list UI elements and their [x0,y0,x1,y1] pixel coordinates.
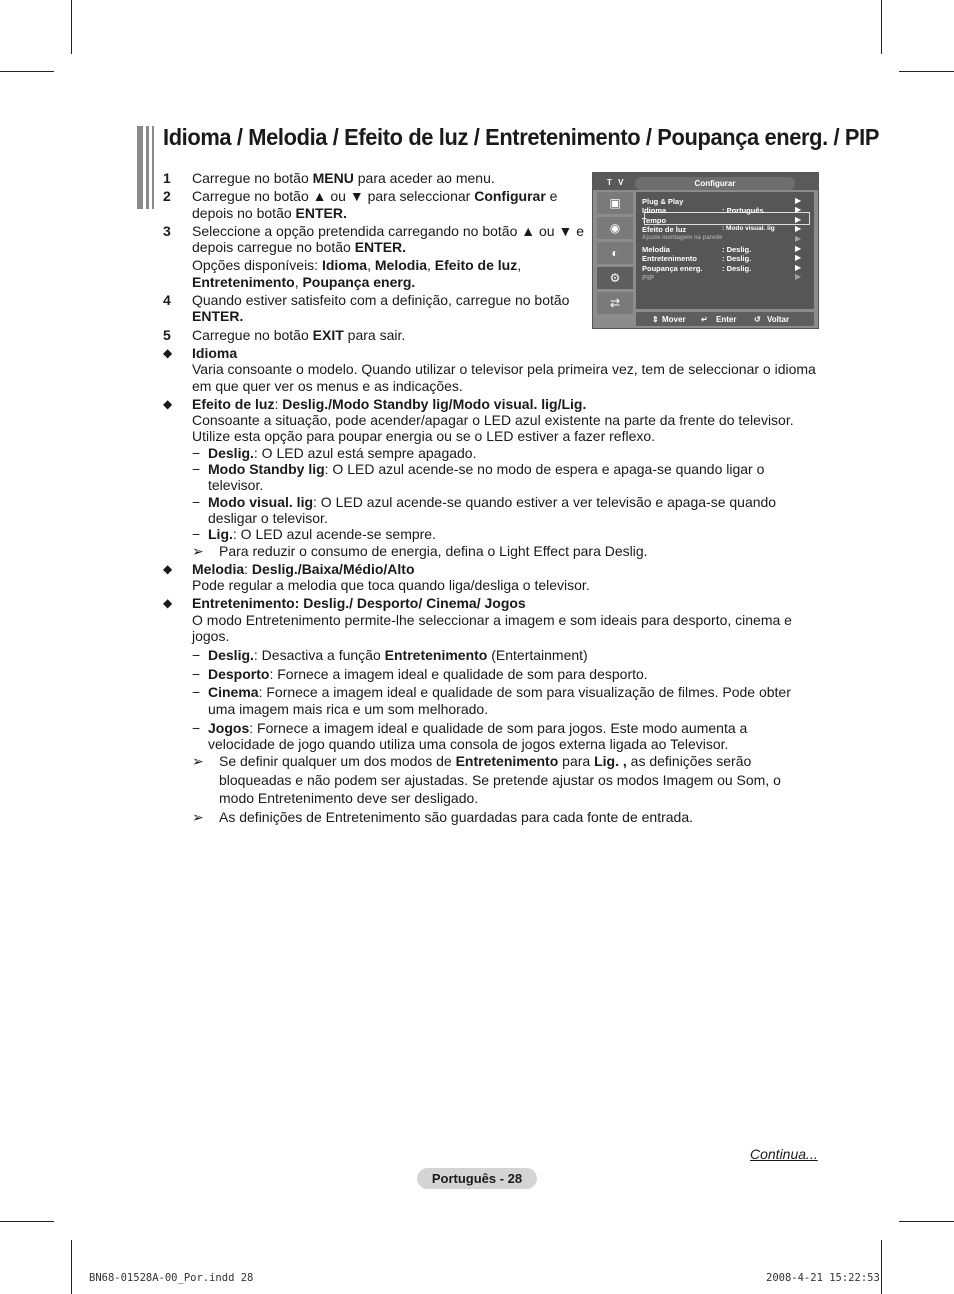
text-run: : Fornece a imagem ideal e qualidade de som para jogos. Este modo aumenta a velocidade de jogo quando utiliza uma consola de jogos externa ligada ao Televisor. [208,719,748,752]
note [163,543,818,559]
tv-menu-item [642,264,752,273]
text-run: : O LED azul acende-se no modo de espera e apaga-se quando ligar o televisor. [208,461,765,494]
text-run: Deslig./Modo Standby lig/Modo visual. lig/Lig. [282,395,587,412]
text-run: Deslig. [208,444,254,461]
diamond-bullet-icon: ◆ [163,396,173,411]
text-run: : O LED azul acende-se quando estiver a ver televisão e apaga-se quando desligar o televisor. [208,493,777,526]
sub-item-text [208,461,818,494]
text-run: : O LED azul acende-se sempre. [232,526,436,543]
crop-mark [899,71,954,72]
input-icon: ⇄ [597,292,633,314]
sub-item-text [208,445,818,461]
text-run: Lig. , [594,753,627,770]
dash-bullet: − [192,444,201,461]
note-text [219,752,818,808]
text-run: : O LED azul está sempre apagado. [253,444,477,461]
step-number: 4 [163,292,171,309]
sub-item [163,494,818,527]
step-text [192,188,597,221]
note-text [219,808,818,827]
step-text [192,170,597,186]
tv-menu-item-value: : Modo visual. lig [722,225,775,232]
continue-note: Continua... [750,1146,818,1162]
tv-menu-item [642,254,752,263]
sub-item [163,720,818,753]
text-run: Cinema [208,684,259,701]
move-label: Mover [662,315,686,324]
diamond-bullet-icon: ◆ [163,596,173,611]
text-run: Quando estiver satisfeito com a definição, carregue no botão [192,292,570,309]
section-body: O modo Entretenimento permite-lhe seleccionar a imagem e som ideais para desporto, cinema e jogos. [192,611,792,645]
tv-menu-screenshot [592,172,819,329]
text-run: Seleccione a opção pretendida carregando no botão ▲ ou ▼ e depois carregue no botão [192,222,584,256]
text-run: , [517,257,522,274]
tv-menu-item [642,235,722,241]
step-number: 2 [163,188,171,205]
section-body: Varia consoante o modelo. Quando utilizar o televisor pela primeira vez, tem de seleccionar o idioma em que quer ver os menus e as indicações. [192,361,816,394]
text-run: Deslig./Baixa/Médio/Alto [251,560,415,577]
tv-menu-item-name: Plug & Play [642,197,684,206]
text-run: ENTER. [192,308,244,325]
tv-menu-item-name: PIP [642,273,655,282]
picture-icon: ▣ [597,192,633,214]
step-text [192,257,597,290]
step-number [163,257,192,290]
channel-icon: ◐ [597,242,633,264]
crop-mark [881,1240,882,1294]
dash-bullet: − [192,493,201,510]
tv-menu-panel [636,192,814,309]
tv-menu-item [642,206,764,215]
note [163,752,818,808]
step-number: 5 [163,326,171,343]
text-run: Melodia [192,560,245,577]
step-text [192,327,818,343]
footer-date: 2008-4-21 15:22:53 [766,1272,880,1284]
text-run: , [294,273,303,290]
tv-menu-item-name: Melodia [642,245,670,254]
section-heading [163,345,818,361]
move-icon: ⇕ [652,315,659,324]
sub-item-text [208,684,818,717]
page-number: Português - 28 [417,1168,537,1189]
tv-menu-item-name: Tempo [642,216,667,225]
text-run: Carregue no botão [192,170,313,186]
enter-label: Enter [716,315,737,324]
tv-menu-item-value: : Deslig. [722,254,752,263]
note [163,808,818,827]
chevron-right-icon: ▶ [795,244,802,253]
text-run: Entretenimento [455,753,559,770]
sub-item-text [208,666,818,682]
text-run: Desporto [208,665,270,682]
crop-mark [71,1240,72,1294]
dash-bullet: − [192,684,201,701]
text-run: : [274,395,283,412]
tv-menu-item [642,225,775,234]
tv-menu-item-name: Poupança energ. [642,264,703,273]
text-run: Entretenimento: Deslig./ Desporto/ Cinema/ Jogos [192,595,526,612]
tv-menu-header: Configurar [635,177,795,190]
text-run: para sair. [343,326,406,343]
crop-mark [899,1221,954,1222]
section-title [192,561,818,577]
text-run: (Entertainment) [487,646,588,663]
text-run: , [367,257,375,274]
tv-menu-item [642,197,683,206]
text-run: Carregue no botão [192,326,313,343]
step-text [192,292,597,325]
crop-mark [0,1221,54,1222]
tv-menu-item-name: Idioma [642,206,667,215]
text-run: Carregue no botão ▲ ou ▼ para seleccionar [192,188,475,205]
text-run: ENTER. [295,204,347,221]
text-run: Efeito de luz [192,395,275,412]
text-run: , [427,257,435,274]
text-run: Deslig. [208,646,254,663]
dash-bullet: − [192,526,201,543]
chevron-right-icon: ▶ [795,205,802,214]
note-arrow-icon: ➢ [192,808,204,825]
section-heading [163,396,818,412]
chevron-right-icon: ▶ [795,215,802,224]
text-run: Opções disponíveis: [192,257,322,274]
text-run: : Fornece a imagem ideal e qualidade de som para visualização de filmes. Pode obter uma imagem mais rica e um som melhorado. [208,684,791,717]
text-run: Melodia [374,257,427,274]
tv-menu-item-value: : Deslig. [722,245,752,254]
setup-icon: ⚙ [597,267,633,289]
note-arrow-icon: ➢ [192,753,204,770]
note-arrow-icon: ➢ [192,542,204,559]
sound-icon: ◉ [597,217,633,239]
text-run: Idioma [192,344,238,361]
text-run: Modo visual. lig [208,493,314,510]
text-run: Se definir qualquer um dos modos de [219,753,456,770]
chevron-right-icon: ▶ [795,196,802,205]
tv-menu-item-value: : Deslig. [722,264,752,273]
text-run: MENU [312,170,354,186]
chevron-right-icon: ▶ [795,272,802,281]
sub-item-text [208,494,818,527]
text-run: para [558,753,595,770]
step-text [192,223,597,256]
text-run: : Desactiva a função [253,646,385,663]
tv-menu-item [642,245,752,254]
step-number: 1 [163,170,171,186]
dash-bullet: − [192,665,201,682]
tv-menu-item-name: Entretenimento [642,254,698,263]
section-title [192,345,818,361]
diamond-bullet-icon: ◆ [163,345,173,360]
tv-menu-label: T V [607,178,626,187]
tv-menu-item-name: Ajuste montagem na parede [642,235,723,241]
text-run: Jogos [208,719,250,736]
text-run: Modo Standby lig [208,461,325,478]
dash-bullet: − [192,646,201,663]
text-run: Para reduzir o consumo de energia, defina o Light Effect para Deslig. [219,542,648,559]
sub-item-text [208,647,818,663]
sub-item [163,526,818,542]
chevron-right-icon: ▶ [795,253,802,262]
sub-item [163,445,818,461]
text-run: e depois no botão [192,188,558,221]
section-body: Pode regular a melodia que toca quando liga/desliga o televisor. [192,577,590,594]
section-body: Consoante a situação, pode acender/apagar o LED azul existente na parte da frente do televisor. Utilize esta opção para poupar energia ou se o LED estiver a fazer reflexo. [192,412,794,445]
text-run: ENTER. [354,239,407,256]
sub-item [163,461,818,494]
text-run: : [244,560,252,577]
text-run: para aceder ao menu. [353,170,495,186]
diamond-bullet-icon: ◆ [163,561,173,576]
section-title [192,595,818,611]
sub-item [163,666,818,682]
sub-item-text [208,720,818,753]
text-run: Entretenimento [384,646,488,663]
chevron-right-icon: ▶ [795,224,802,233]
text-run: Efeito de luz [434,257,518,274]
section-title [192,396,818,412]
tv-menu-sidebar [597,192,633,317]
text-run: Lig. [208,526,233,543]
dash-bullet: − [192,461,201,478]
text-run: as definições serão bloqueadas e não podem ser ajustadas. Se pretende ajustar os modos Imagem ou Som, o modo Entretenimento deve ser desligado. [219,753,781,807]
chevron-right-icon: ▶ [795,263,802,272]
dash-bullet: − [192,719,201,736]
step [163,327,818,343]
note-text [219,543,818,559]
tv-menu-item-name: Efeito de luz [642,225,687,234]
text-run: Idioma [321,257,368,274]
section-heading [163,561,818,577]
tv-menu-item-value: : Português [722,206,764,215]
chevron-right-icon: ▶ [795,234,802,243]
return-icon: ↺ [754,315,761,324]
text-run: EXIT [312,326,344,343]
sub-item [163,647,818,663]
tv-menu-footer [636,312,814,326]
text-run: : Fornece a imagem ideal e qualidade de som para desporto. [269,665,648,682]
crop-mark [71,0,72,54]
footer-file: BN68-01528A-00_Por.indd 28 [89,1272,254,1284]
text-run: Configurar [474,188,546,205]
text-run: Entretenimento [192,273,295,290]
return-label: Voltar [767,315,790,324]
sub-item [163,684,818,717]
tv-menu-item [642,216,666,225]
text-run: As definições de Entretenimento são guardadas para cada fonte de entrada. [219,808,693,825]
enter-icon: ↵ [701,315,708,324]
text-run: Poupança energ. [302,273,416,290]
step-number: 3 [163,222,171,239]
sub-item-text [208,526,818,542]
section-heading [163,595,818,611]
page-title: Idioma / Melodia / Efeito de luz / Entretenimento / Poupança energ. / PIP [163,124,880,150]
crop-mark [881,0,882,54]
tv-menu-item [642,273,654,282]
crop-mark [0,71,54,72]
